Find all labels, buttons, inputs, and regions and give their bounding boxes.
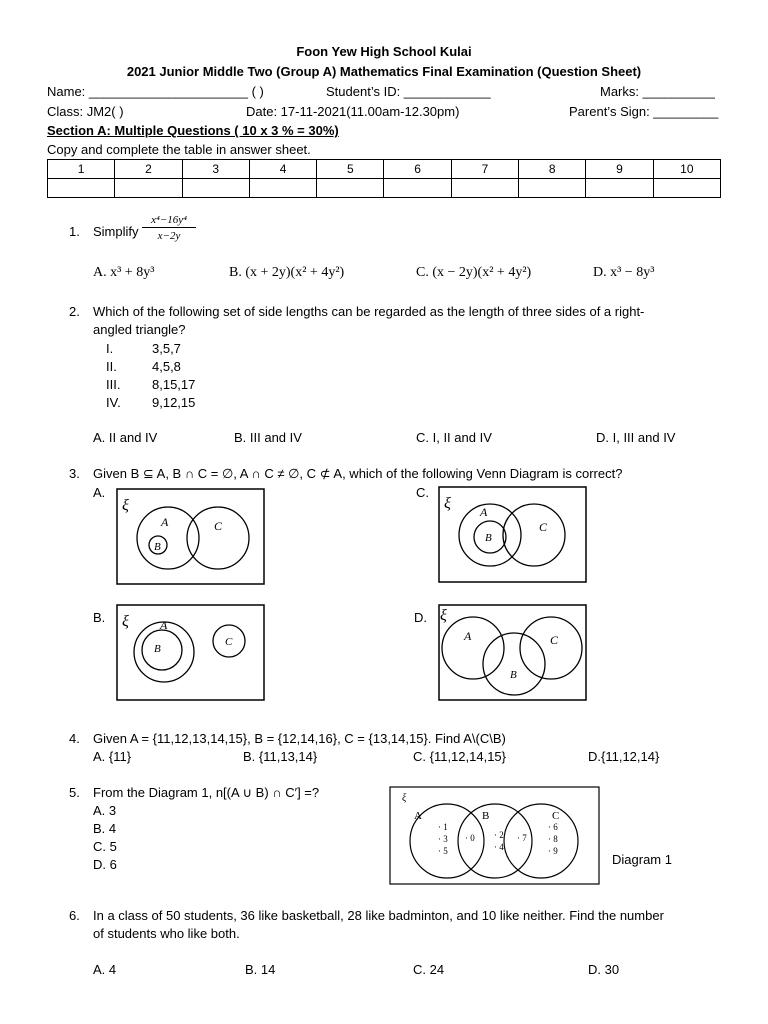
answer-cell	[519, 179, 586, 198]
xi-symbol: ξ	[402, 793, 407, 804]
set-label-c: C	[550, 633, 559, 647]
section-title: Section A: Multiple Questions ( 10 x 3 % = 30%)	[47, 123, 339, 138]
element: · 3	[438, 834, 448, 844]
answer-table-header-row	[48, 160, 721, 179]
element: · 5	[438, 846, 448, 856]
section-instruction: Copy and complete the table in answer sheet.	[47, 142, 311, 157]
table-header-cell: 4	[249, 160, 316, 179]
set-label-c: C	[539, 520, 548, 534]
q1-option-a: A. x³ + 8y³	[93, 265, 155, 280]
xi-symbol: ξ	[440, 607, 447, 624]
q4-text: Given A = {11,12,13,14,15}, B = {12,14,16}, C = {13,14,15}. Find A\(C\B)	[93, 731, 506, 746]
element: · 0	[465, 833, 475, 843]
q2-text-line1: Which of the following set of side lengths can be regarded as the length of three sides of a right-	[93, 304, 645, 319]
q3-text: Given B ⊆ A, B ∩ C = ∅, A ∩ C ≠ ∅, C ⊄ A, which of the following Venn Diagram is correct?	[93, 466, 623, 481]
q4-option-d: D.{11,12,14}	[588, 749, 660, 764]
q6-option-c: C. 24	[413, 962, 445, 977]
venn-diagram-1	[389, 786, 601, 886]
q2-text-line2: angled triangle?	[93, 322, 186, 337]
q2-item-value: 3,5,7	[152, 341, 181, 356]
q1-denominator: x−2y	[157, 230, 181, 242]
table-header-cell: 2	[115, 160, 182, 179]
set-label-a: A	[480, 505, 488, 519]
q2-option-d: D. I, III and IV	[596, 430, 676, 445]
diagram-1-caption: Diagram 1	[612, 852, 672, 867]
xi-symbol: ξ	[122, 613, 129, 630]
element: · 6	[548, 822, 558, 832]
table-header-cell: 1	[48, 160, 115, 179]
q2-item-value: 8,15,17	[152, 377, 196, 392]
q4-option-b: B. {11,13,14}	[243, 749, 318, 764]
answer-cell	[384, 179, 451, 198]
table-header-cell: 6	[384, 160, 451, 179]
xi-symbol: ξ	[122, 497, 129, 514]
q1-text: Simplify	[93, 224, 139, 239]
q3-option-a-label: A.	[93, 485, 106, 500]
set-label-b: B	[154, 541, 161, 553]
q4-option-c: C. {11,12,14,15}	[413, 749, 507, 764]
q2-item-roman: IV.	[106, 395, 121, 410]
q1-option-d: D. x³ − 8y³	[593, 265, 655, 280]
name-field-label: Name: ______________________ ( )	[47, 84, 264, 99]
q6-option-b: B. 14	[245, 962, 276, 977]
q5-text: From the Diagram 1, n[(A ∪ B) ∩ C′] =?	[93, 785, 320, 800]
set-label-c: C	[552, 810, 560, 822]
set-label-b: B	[485, 532, 492, 544]
answer-cell	[182, 179, 249, 198]
set-label-a: A	[414, 810, 422, 822]
q5-option-a: A. 3	[93, 803, 117, 818]
q2-item-value: 4,5,8	[152, 359, 181, 374]
set-label-b: B	[482, 810, 490, 822]
q5-option-d: D. 6	[93, 857, 117, 872]
marks-label: Marks: __________	[600, 84, 715, 99]
q6-option-a: A. 4	[93, 962, 117, 977]
element: · 2	[494, 830, 504, 840]
set-label-c: C	[214, 519, 223, 533]
student-id-label: Student’s ID: ____________	[326, 84, 491, 99]
element: · 9	[548, 846, 558, 856]
set-label-b: B	[154, 643, 161, 655]
venn-diagram-option-b	[116, 604, 266, 702]
q3-option-c-label: C.	[416, 485, 429, 500]
q1-number: 1.	[69, 224, 80, 239]
table-header-cell: 8	[519, 160, 586, 179]
q3-number: 3.	[69, 466, 80, 481]
q2-option-b: B. III and IV	[234, 430, 302, 445]
q2-option-a: A. II and IV	[93, 430, 158, 445]
set-label-a: A	[464, 629, 472, 643]
date-label: Date: 17-11-2021(11.00am-12.30pm)	[246, 104, 460, 119]
q4-number: 4.	[69, 731, 80, 746]
element: · 7	[517, 833, 527, 843]
q6-number: 6.	[69, 908, 80, 923]
answer-cell	[249, 179, 316, 198]
answer-cell	[317, 179, 384, 198]
element: · 1	[438, 822, 448, 832]
answer-table-blank-row	[48, 179, 721, 198]
answer-cell	[653, 179, 720, 198]
q2-option-c: C. I, II and IV	[416, 430, 492, 445]
element: · 4	[494, 842, 504, 852]
table-header-cell: 9	[586, 160, 653, 179]
exam-title: 2021 Junior Middle Two (Group A) Mathematics Final Examination (Question Sheet)	[126, 64, 642, 79]
q2-item-value: 9,12,15	[152, 395, 196, 410]
answer-table	[47, 159, 721, 198]
q1-numerator: x⁴−16y⁴	[142, 214, 196, 228]
xi-symbol: ξ	[444, 495, 451, 512]
venn-diagram-option-d	[438, 604, 588, 702]
set-label-a: A	[161, 515, 169, 529]
table-header-cell: 7	[451, 160, 518, 179]
q3-option-d-label: D.	[414, 610, 427, 625]
answer-cell	[451, 179, 518, 198]
school-name: Foon Yew High School Kulai	[296, 44, 472, 59]
class-label: Class: JM2( )	[47, 104, 124, 119]
q5-option-b: B. 4	[93, 821, 117, 836]
q6-text-line1: In a class of 50 students, 36 like basketball, 28 like badminton, and 10 like neither. Find the number	[93, 908, 664, 923]
q2-item-roman: III.	[106, 377, 121, 392]
venn-diagram-option-a	[116, 488, 266, 586]
q5-option-c: C. 5	[93, 839, 117, 854]
set-label-c: C	[225, 636, 233, 648]
q4-option-a: A. {11}	[93, 749, 132, 764]
q5-number: 5.	[69, 785, 80, 800]
q2-item-roman: I.	[106, 341, 114, 356]
table-header-cell: 3	[182, 160, 249, 179]
q1-option-b: B. (x + 2y)(x² + 4y²)	[229, 265, 345, 280]
element: · 8	[548, 834, 558, 844]
answer-cell	[586, 179, 653, 198]
table-header-cell: 5	[317, 160, 384, 179]
q2-item-roman: II.	[106, 359, 117, 374]
answer-cell	[48, 179, 115, 198]
q2-number: 2.	[69, 304, 80, 319]
q6-text-line2: of students who like both.	[93, 926, 240, 941]
parent-sign-label: Parent’s Sign: _________	[569, 104, 719, 119]
answer-cell	[115, 179, 182, 198]
set-label-a: A	[160, 618, 168, 632]
table-header-cell: 10	[653, 160, 720, 179]
q6-option-d: D. 30	[588, 962, 620, 977]
set-label-b: B	[510, 669, 517, 681]
venn-diagram-option-c	[438, 486, 588, 584]
q1-option-c: C. (x − 2y)(x² + 4y²)	[416, 265, 532, 280]
q3-option-b-label: B.	[93, 610, 106, 625]
